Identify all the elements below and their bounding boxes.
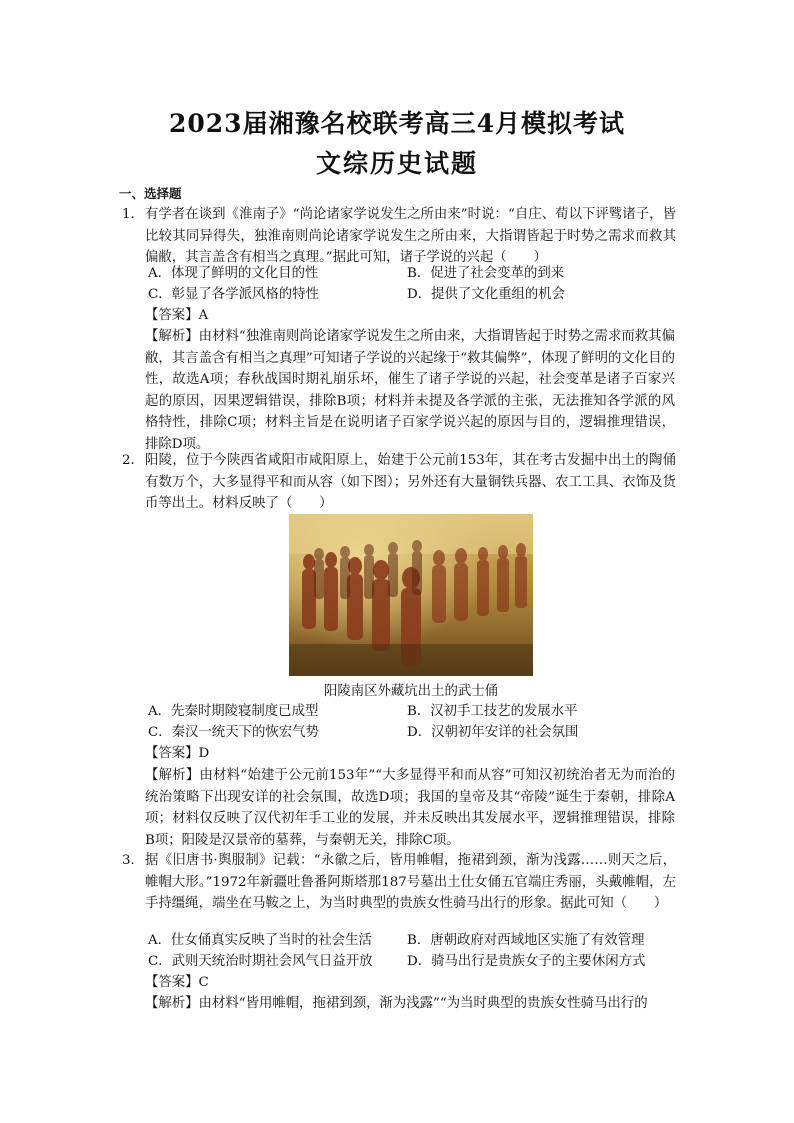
- question-1: [124, 204, 676, 269]
- terracotta-warriors-photo: [289, 514, 533, 676]
- q2-option-b: B．汉初手工技艺的发展水平: [407, 704, 578, 719]
- q2-option-c: C．秦汉一统天下的恢宏气势: [148, 725, 319, 740]
- q2-explanation: 【解析】由材料“始建于公元前153年”“大多显得平和而从容”可知汉初统治者无为而治的统治策略下出现安详的社会氛围，故选D项；我国的皇帝及其“帝陵”诞生于秦朝，排除A项；材料仅反映了汉代初年手工业的发展，并未反映出其发展水平，逻辑推理错误，排除B项；阳陵是汉景帝的墓葬，与秦朝无关，排除C项。: [145, 768, 675, 848]
- question-number: 1．: [122, 207, 144, 222]
- question-3: [124, 850, 676, 915]
- q1-option-d: D．提供了文化重组的机会: [407, 287, 566, 302]
- q1-option-c: C．彰显了各学派风格的特性: [148, 287, 319, 302]
- q1-option-b: B．促进了社会变革的到来: [407, 266, 565, 281]
- q3-option-d: D．骑马出行是贵族女子的主要休闲方式: [407, 954, 646, 969]
- q3-option-a: A．仕女俑真实反映了当时的社会生活: [148, 933, 372, 948]
- figurines-illustration: [289, 514, 533, 676]
- question-text: 有学者在谈到《淮南子》“尚论诸家学说发生之所由来”时说：“自庄、荀以下评骘诸子，皆比较其同异得失，独淮南则尚论诸家学说发生之所由来，大指谓皆起于时势之需求而救其偏敝，其言盖含有相当之真理。”据此可知，诸子学说的兴起（ ）: [145, 207, 676, 265]
- q3-answer: 【答案】C: [145, 975, 209, 990]
- question-text: 阳陵，位于今陕西省咸阳市咸阳原上，始建于公元前153年，其在考古发掘中出土的陶俑有数万个，大多显得平和而从容（如下图）；另外还有大量铜铁兵器、农工工具、衣饰及货币等出土。材料反映了（ ）: [145, 453, 676, 511]
- question-number: 2．: [122, 453, 144, 468]
- q3-option-b: B．唐朝政府对西域地区实施了有效管理: [407, 933, 645, 948]
- q2-answer: 【答案】D: [145, 746, 210, 761]
- q2-option-d: D．汉朝初年安详的社会氛围: [407, 725, 579, 740]
- photo-caption: 阳陵南区外藏坑出土的武士俑: [323, 684, 499, 699]
- question-number: 3．: [122, 853, 144, 868]
- question-2: [124, 450, 676, 515]
- section-heading: 一、选择题: [119, 186, 182, 201]
- q2-option-a: A．先秦时期陵寝制度已成型: [148, 704, 319, 719]
- question-text: 据《旧唐书·舆服制》记载：“永徽之后，皆用帷帽，拖裙到颈，渐为浅露……则天之后，帷帽大形。”1972年新疆吐鲁番阿斯塔那187号墓出土仕女俑五官端庄秀丽，头戴帷帽，左手持缰绳，端坐在马鞍之上，为当时典型的贵族女性骑马出行的形象。据此可知（ ）: [145, 853, 676, 911]
- q1-explanation: 【解析】由材料“独淮南则尚论诸家学说发生之所由来，大指谓皆起于时势之需求而救其偏敝，其言盖含有相当之真理”可知诸子学说的兴起缘于“救其偏弊”，体现了鲜明的文化目的性，故选A项；春秋战国时期礼崩乐坏，催生了诸子学说的兴起，社会变革是诸子百家兴起的原因，因果逻辑错误，排除B项；材料并未提及各学派的主张，无法推知各学派的风格特性，排除C项；材料主旨是在说明诸子百家学说兴起的原因与目的，逻辑推理错误，排除D项。: [145, 329, 675, 452]
- q3-option-c: C．武则天统治时期社会风气日益开放: [148, 954, 373, 969]
- exam-title: 2023届湘豫名校联考高三4月模拟考试: [169, 109, 625, 138]
- q1-option-a: A．体现了鲜明的文化目的性: [148, 266, 319, 281]
- exam-subtitle: 文综历史试题: [315, 149, 478, 178]
- q3-explanation: 【解析】由材料“皆用帷帽，拖裙到颈，渐为浅露”“为当时典型的贵族女性骑马出行的: [145, 996, 648, 1011]
- q1-answer: 【答案】A: [145, 308, 209, 323]
